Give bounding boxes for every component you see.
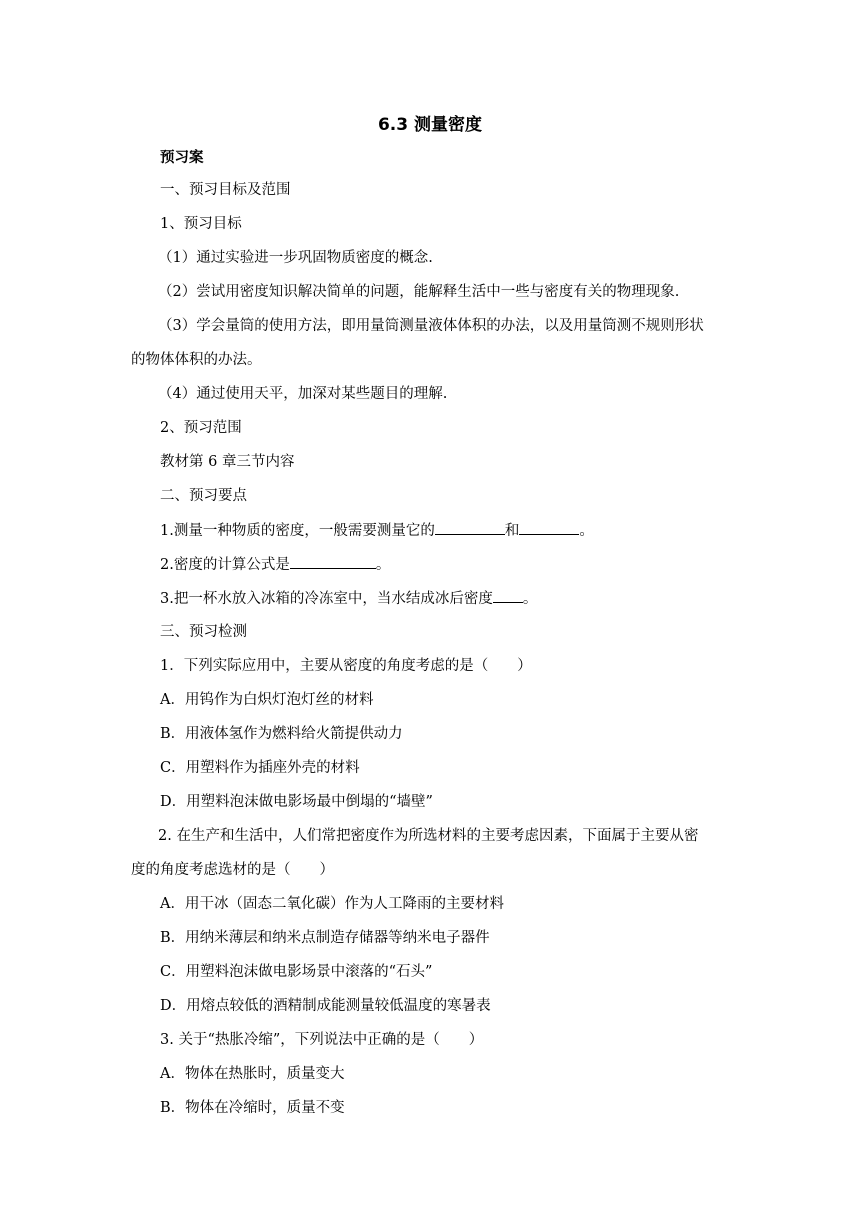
answer-blank[interactable] <box>493 588 523 603</box>
page-title: 6.3 测量密度 <box>377 115 483 135</box>
question-2: 2. 在生产和生活中，人们常把密度作为所选材料的主要考虑因素，下面属于主要从密 <box>158 828 699 844</box>
question-2-option: B．用纳米薄层和纳米点制造存储器等纳米电子器件 <box>160 930 490 946</box>
question-1-option: D．用塑料泡沫做电影场最中倒塌的“墙壁” <box>160 794 433 810</box>
key-point-2 <box>160 554 390 575</box>
heading-key-points: 二、预习要点 <box>160 488 247 504</box>
key-point-text: 。 <box>375 557 391 573</box>
key-point-text: 。 <box>579 523 594 539</box>
scope-text: 教材第 6 章三节内容 <box>160 454 295 470</box>
question-1: 1．下列实际应用中，主要从密度的角度考虑的是（ ） <box>160 658 532 674</box>
heading-preview-test: 三、预习检测 <box>160 624 247 640</box>
question-3: 3. 关于“热胀冷缩”，下列说法中正确的是（ ） <box>160 1032 484 1048</box>
question-2-option: D．用熔点较低的酒精制成能测量较低温度的寒暑表 <box>160 998 491 1014</box>
heading-goals-scope: 一、预习目标及范围 <box>160 182 291 198</box>
key-point-text: 。 <box>522 591 538 607</box>
goal-item-continued: 的物体体积的办法。 <box>131 352 262 368</box>
answer-blank[interactable] <box>519 520 579 535</box>
question-3-option: B．物体在冷缩时，质量不变 <box>160 1100 345 1116</box>
goal-item: （1）通过实验进一步巩固物质密度的概念. <box>158 250 433 266</box>
key-point-1 <box>160 520 594 541</box>
goal-item: （2）尝试用密度知识解决简单的问题，能解释生活中一些与密度有关的物理现象. <box>158 284 680 300</box>
answer-blank[interactable] <box>290 554 376 569</box>
question-1-option: A．用钨作为白炽灯泡灯丝的材料 <box>160 692 374 708</box>
section-heading-preview: 预习案 <box>160 150 204 166</box>
heading-scope: 2、预习范围 <box>160 420 242 436</box>
question-2-continued: 度的角度考虑选材的是（ ） <box>131 862 334 878</box>
goal-item: （3）学会量筒的使用方法，即用量筒测量液体体积的办法，以及用量筒测不规则形状 <box>158 318 704 334</box>
question-3-option: A．物体在热胀时，质量变大 <box>160 1066 345 1082</box>
question-1-option: C．用塑料作为插座外壳的材料 <box>160 760 360 776</box>
heading-goals: 1、预习目标 <box>160 216 242 232</box>
goal-item: （4）通过使用天平，加深对某些题目的理解. <box>158 386 448 402</box>
key-point-text: 3.把一杯水放入冰箱的冷冻室中，当水结成冰后密度 <box>160 591 493 607</box>
key-point-text: 2.密度的计算公式是 <box>160 557 290 573</box>
key-point-text: 和 <box>504 523 520 539</box>
key-point-3 <box>160 588 537 609</box>
question-2-option: A．用干冰（固态二氧化碳）作为人工降雨的主要材料 <box>160 896 504 912</box>
question-1-option: B．用液体氢作为燃料给火箭提供动力 <box>160 726 403 742</box>
key-point-text: 1.测量一种物质的密度，一般需要测量它的 <box>160 523 435 539</box>
question-2-option: C．用塑料泡沫做电影场景中滚落的“石头” <box>160 964 433 980</box>
answer-blank[interactable] <box>435 520 505 535</box>
